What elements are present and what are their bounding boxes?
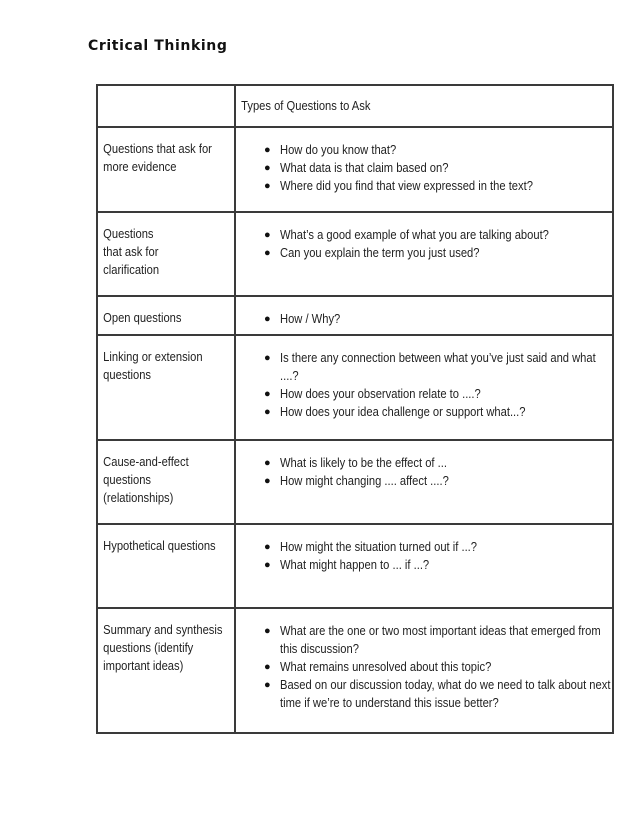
table-header-row	[97, 85, 613, 127]
list-item	[236, 385, 612, 403]
category-cell	[97, 127, 235, 212]
questions-cell	[235, 212, 613, 296]
questions-cell	[235, 127, 613, 212]
category-cell	[97, 524, 235, 608]
bullet-icon: ●	[264, 247, 271, 259]
question-text: What is likely to be the effect of ...	[280, 455, 447, 470]
question-text: Can you explain the term you just used?	[280, 245, 480, 260]
list-item	[236, 658, 612, 676]
category-label: Cause-and-effect questions (relationships)	[103, 454, 189, 505]
list-item	[236, 244, 612, 262]
question-text: How might the situation turned out if ...?	[280, 539, 478, 554]
question-text: Based on our discussion today, what do we need to talk about next time if we’re to understand this issue better?	[280, 677, 611, 710]
category-label: Linking or extension questions	[103, 349, 203, 382]
bullet-icon: ●	[264, 661, 271, 673]
question-text: How might changing .... affect ....?	[280, 473, 449, 488]
questions-cell	[235, 524, 613, 608]
questions-cell	[235, 296, 613, 335]
question-types-table	[96, 84, 614, 734]
question-text: Where did you find that view expressed in the text?	[280, 178, 533, 193]
list-item	[236, 159, 612, 177]
bullet-icon: ●	[264, 162, 271, 174]
question-text: What’s a good example of what you are talking about?	[280, 227, 549, 242]
category-cell	[97, 440, 235, 524]
list-item	[236, 310, 612, 328]
table-row	[97, 127, 613, 212]
category-label: Questions that ask for clarification	[103, 226, 160, 277]
question-list	[236, 128, 612, 195]
list-item	[236, 349, 612, 385]
bullet-icon: ●	[264, 313, 271, 325]
header-cell	[235, 85, 613, 127]
bullet-icon: ●	[264, 180, 271, 192]
table-row	[97, 212, 613, 296]
bullet-icon: ●	[264, 229, 271, 241]
bullet-icon: ●	[264, 457, 271, 469]
question-list	[236, 525, 612, 574]
table-row	[97, 296, 613, 335]
question-text: How / Why?	[280, 311, 341, 326]
page-title: Critical Thinking	[88, 38, 228, 54]
bullet-icon: ●	[264, 144, 271, 156]
question-text: Is there any connection between what you’ve just said and what ....?	[280, 350, 596, 383]
question-list	[236, 441, 612, 490]
category-label: Open questions	[103, 310, 182, 325]
category-label: Hypothetical questions	[103, 538, 216, 553]
bullet-icon: ●	[264, 388, 271, 400]
question-text: What remains unresolved about this topic?	[280, 659, 492, 674]
bullet-icon: ●	[264, 475, 271, 487]
questions-cell	[235, 608, 613, 733]
category-cell	[97, 608, 235, 733]
table-row	[97, 524, 613, 608]
questions-cell	[235, 335, 613, 440]
question-text: What are the one or two most important ideas that emerged from this discussion?	[280, 623, 601, 656]
category-label: Questions that ask for more evidence	[103, 141, 212, 174]
category-label: Summary and synthesis questions (identify important ideas)	[103, 622, 223, 673]
list-item	[236, 226, 612, 244]
bullet-icon: ●	[264, 625, 271, 637]
table-row	[97, 335, 613, 440]
bullet-icon: ●	[264, 541, 271, 553]
category-cell	[97, 335, 235, 440]
table-header: Types of Questions to Ask	[241, 98, 371, 113]
questions-cell	[235, 440, 613, 524]
list-item	[236, 622, 612, 658]
question-text: What might happen to ... if ...?	[280, 557, 430, 572]
table-row	[97, 608, 613, 733]
category-cell	[97, 212, 235, 296]
bullet-icon: ●	[264, 559, 271, 571]
list-item	[236, 676, 612, 712]
question-text: How do you know that?	[280, 142, 397, 157]
list-item	[236, 556, 612, 574]
question-list	[236, 336, 612, 421]
question-list	[236, 213, 612, 262]
bullet-icon: ●	[264, 352, 271, 364]
question-list	[236, 609, 612, 712]
list-item	[236, 454, 612, 472]
question-list	[236, 297, 612, 328]
question-text: How does your observation relate to ....?	[280, 386, 481, 401]
list-item	[236, 403, 612, 421]
list-item	[236, 472, 612, 490]
bullet-icon: ●	[264, 679, 271, 691]
list-item	[236, 538, 612, 556]
question-text: What data is that claim based on?	[280, 160, 449, 175]
category-cell	[97, 296, 235, 335]
bullet-icon: ●	[264, 406, 271, 418]
table-row	[97, 440, 613, 524]
header-empty-cell	[97, 85, 235, 127]
list-item	[236, 177, 612, 195]
list-item	[236, 141, 612, 159]
question-text: How does your idea challenge or support what...?	[280, 404, 526, 419]
